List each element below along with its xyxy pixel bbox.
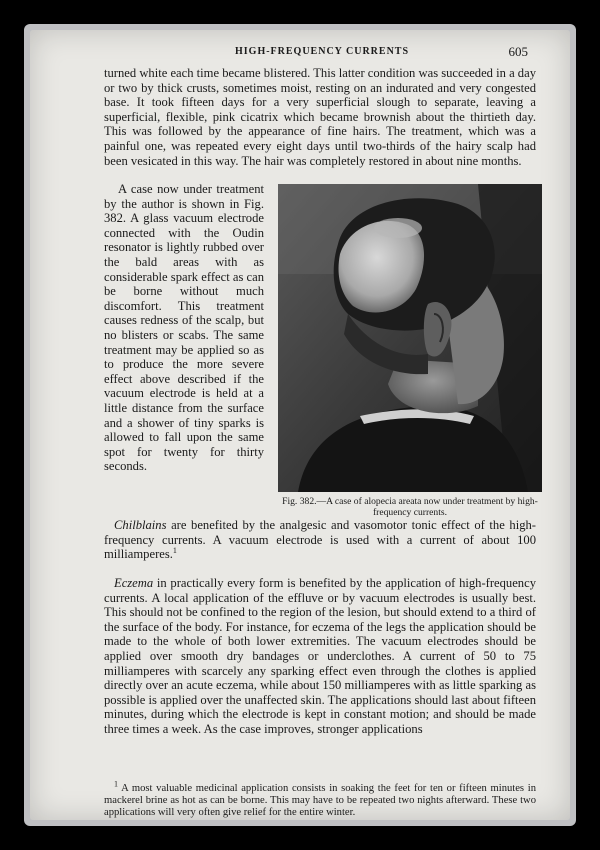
term-chilblains: Chilblains	[114, 518, 167, 532]
page-header	[30, 44, 570, 64]
paragraph-case-description: A case now under treatment by the author is shown in Fig. 382. A glass vacuum electrode connected with the Oudin resonator is lightly rubbed over the bald areas with as considerable spark effect as can be borne without much discomfort. This treatment causes redness of the scalp, but no blisters or scabs. The same treatment may be applied so as to produce the more severe effect above described if the vacuum electrode is held at a little distance from the surface and a shower of tiny sparks is allowed to fall upon the same spot for twenty for thirty seconds.	[104, 182, 264, 474]
running-head: HIGH-FREQUENCY CURRENTS	[235, 46, 410, 57]
paragraph-eczema	[104, 576, 536, 737]
paragraph-continued: turned white each time became blistered. This latter condition was succeeded in a day or two by thick crusts, sometimes moist, resting on an indurated and very congested base. It took fifteen days for a very superficial slough to separate, leaving a superficial, flexible, pink cicatrix which became brownish about the thirtieth day. This was followed by the appearance of fine hairs. The treatment, which was a painful one, was repeated every eight days until two-thirds of the hairy scalp had been vesicated in this way. The hair was completely restored in about nine months.	[104, 66, 536, 168]
footnote-reference: 1	[172, 546, 177, 555]
patient-photo-illustration	[278, 184, 542, 492]
figure-382-photo	[278, 184, 542, 492]
page-number: 605	[508, 44, 528, 59]
chilblains-text: are benefited by the analgesic and vasomotor tonic effect of the high-frequency currents. A vacuum electrode is used with a current of about 100 milliamperes.	[104, 518, 536, 562]
figure-caption: Fig. 382.—A case of alopecia areata now under treatment by high-frequency currents.	[282, 496, 538, 518]
footnote	[104, 779, 536, 819]
footnote-text: A most valuable medicinal application consists in soaking the feet for ten or fifteen minutes in mackerel brine as hot as can be borne. This may have to be repeated two nights afterward. These two applications will very often give relief for the entire winter.	[104, 782, 536, 818]
eczema-text: in practically every form is benefited by the application of high-frequency currents. A local application of the effluve or by vacuum electrodes is usually best. This should not be confined to the region of the lesion, but should extend to a third of the surface of the body. For instance, for eczema of the legs the application should be made to the whole of both lower extremities. The vacuum electrodes should be applied over smooth dry bandages or underclothes. A current of 50 to 75 milliamperes with scarcely any sparking effect even through the clothes is applied directly over an acute eczema, while about 150 milliamperes with as little sparking as possible is applied over the unaffected skin. The applications should last about fifteen minutes, during which the electrode is kept in constant motion; and should be made three times a week. As the case improves, stronger applications	[104, 576, 536, 736]
footnote-mark: 1	[114, 779, 118, 789]
book-page	[30, 30, 570, 820]
term-eczema: Eczema	[114, 576, 154, 590]
paragraph-chilblains	[104, 518, 536, 562]
